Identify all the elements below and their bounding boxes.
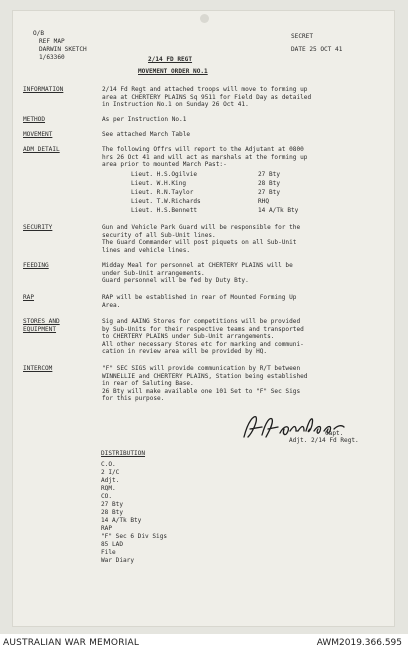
signature-rank: Capt. [325,430,344,437]
marshal-bty: 14 A/Tk Bty [258,207,299,214]
section-label-information: INFORMATION [23,86,64,93]
ref-line: REF MAP [39,38,65,45]
distribution-item: War Diary [101,557,135,564]
ref-line: 1/63360 [39,54,65,61]
distribution-item: 2 I/C [101,469,120,476]
section-label-equipment: EQUIPMENT [23,326,57,333]
document-title: MOVEMENT ORDER NO.1 [138,68,208,75]
section-label-intercom: INTERCOM [23,365,53,372]
marshal-name: Lieut. H.S.Ogilvie [131,171,198,178]
section-label-security: SECURITY [23,224,53,231]
ref-line: O/B [33,30,45,37]
punch-hole [200,14,209,23]
section-body-information: 2/14 Fd Regt and attached troops will move to forming up area at CHERTERY PLAINS Sq 9511 for Field Day as detailed in Instruction No.1 on Sunday 26 Oct 41. [102,86,312,109]
section-label-rap: RAP [23,294,35,301]
section-label-method: METHOD [23,116,46,123]
footer-bar [0,634,408,653]
marshal-name: Lieut. W.H.King [131,180,187,187]
section-body-security: Gun and Vehicle Park Guard will be responsible for the security of all Sub-Unit lines. The Guard Commander will post piquets on all Sub-Unit lines and vehicle lines. [102,224,301,254]
distribution-item: "F" Sec 6 Div Sigs [101,533,168,540]
section-body-movement: See attached March Table [102,131,191,138]
unit-name: 2/14 FD REGT [148,56,193,63]
marshal-name: Lieut. R.N.Taylor [131,189,194,196]
marshal-bty: RHQ [258,198,270,205]
section-body-feeding: Midday Meal for personnel at CHERTERY PLAINS will be under Sub-Unit arrangements. Guard personnel will be fed by Duty Bty. [102,262,293,285]
section-body-adm-detail: The following Offrs will report to the Adjutant at 0800 hrs 26 Oct 41 and will act as marshals at the forming up area prior to mounted March Past:- [102,146,308,169]
distribution-item: 85 LAD [101,541,124,548]
section-label-stores: STORES AND [23,318,60,325]
distribution-item: 28 Bty [101,509,124,516]
footer-accession-number: AWM2019.366.595 [316,638,402,648]
marshal-bty: 27 Bty [258,171,281,178]
ref-line: DARWIN SKETCH [39,46,87,53]
distribution-item: C.O. [101,461,116,468]
distribution-item: File [101,549,116,556]
signature-appointment: Adjt. 2/14 Fd Regt. [289,437,359,444]
distribution-item: CO. [101,493,113,500]
distribution-item: 27 Bty [101,501,124,508]
section-body-method: As per Instruction No.1 [102,116,187,123]
marshal-bty: 28 Bty [258,180,281,187]
marshal-bty: 27 Bty [258,189,281,196]
section-label-movement: MOVEMENT [23,131,53,138]
distribution-item: 14 A/Tk Bty [101,517,142,524]
distribution-item: Adjt. [101,477,120,484]
marshal-name: Lieut. T.W.Richards [131,198,201,205]
distribution-item: RQM. [101,485,116,492]
section-body-intercom: "F" SEC SIGS will provide communication by R/T between WINNELLIE and CHERTERY PLAINS, Station being established in rear of Saluting Base. 26 Bty will make available one 101 Set to "F" Sec Sigs for this purpose. [102,365,308,403]
section-label-feeding: FEEDING [23,262,49,269]
marshal-name: Lieut. H.S.Bennett [131,207,198,214]
classification-label: SECRET [291,33,314,40]
section-label-adm-detail: ADM DETAIL [23,146,60,153]
section-body-stores: Sig and AAING Stores for competitions will be provided by Sub-Units for their respective teams and transported to CHERTERY PLAINS under Sub-Unit arrangements. All other necessary Stores etc for marking and communi- cation in review area will be provided by HQ. [102,318,304,356]
distribution-item: RAP [101,525,113,532]
footer-institution: AUSTRALIAN WAR MEMORIAL [3,638,140,648]
document-date: DATE 25 OCT 41 [291,46,343,53]
section-body-rap: RAP will be established in rear of Mounted Forming Up Area. [102,294,297,309]
distribution-title: DISTRIBUTION [101,450,146,457]
